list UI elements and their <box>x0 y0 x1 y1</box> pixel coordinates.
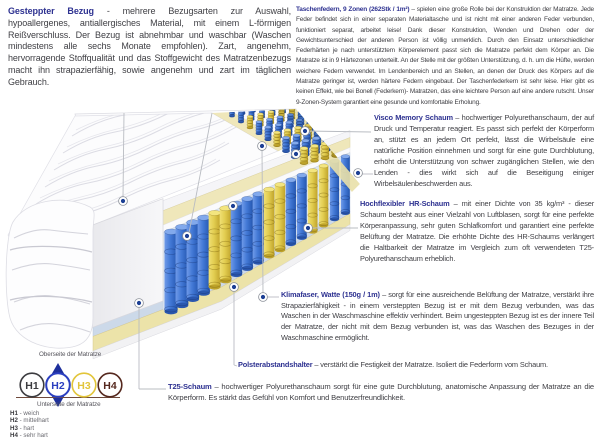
t25-foam-description <box>168 382 594 404</box>
springs-description <box>296 5 594 108</box>
visco-heading: Visco Memory Schaum <box>374 113 453 122</box>
hr-foam-description <box>360 199 594 264</box>
svg-text:H2: H2 <box>51 380 65 392</box>
cover-description <box>8 6 291 89</box>
svg-text:H1: H1 <box>25 380 39 392</box>
hr-foam-body: – mit einer Dichte von 35 kg/m³ - dieser Schaum besteht aus einer Vielzahl von Luftblasen, sorgt für eine perfekte Körperanpassung, sehr guten Schlafkomfort und garantiert eine perfekte Belüftung der Matratze. Die erhöhte Dichte des HR-Schaums verlängert die Haltbarkeit der Matratze im Vergleich zum oft verwendeten T25-Polyurethanschaum erheblich. <box>360 199 595 263</box>
visco-description <box>374 112 594 189</box>
cover-body: - mehrere Bezugsarten zur Auswahl, hypoallergenes, antiallergisches Material, mit einem L-förmigen Reißverschluss. Der Bezug ist abnehmbar und waschbar (Waschen mindestens alle sechs Monate empfohlen). Zart, angenehm, hervorragende Stoffqualität und das Stoffgewicht des Matratzenbezugs macht ihn strapazierfähig, sowie angenehm und zart im täglichen Gebrauch. <box>8 6 291 87</box>
spacer-description <box>238 360 596 371</box>
climate-fiber-body: – sorgt für eine ausreichende Belüftung der Matratze, verstärkt ihre Strapazierfähigkeit - in einem versteppten Bezug ist er mit dem Bezug verbunden, was das Waschen in der Waschmaschine effektiv verhindert. Beim ungesteppten Bezug ist es der innere Teil der Matratze, der nicht mit dem Bezug verbunden ist, was das Waschen des Bezuges in der Waschmaschine ermöglicht. <box>281 290 595 342</box>
climate-fiber-heading: Klimafaser, Watte (150g / 1m) <box>281 290 380 299</box>
hardness-list-item: H3 - hart <box>10 424 35 432</box>
t25-heading: T25-Schaum <box>168 382 212 391</box>
springs-heading: Taschenfedern, 9 Zonen (262Stk / 1m²) <box>296 6 410 13</box>
springs-body: – spielen eine große Rolle bei der Konstruktion der Matratze. Jede Feder befindet sich in einer separaten Materialtasche und ist nicht mit einer anderen Feder verbunden, funktioniert separat, arbeitet leise! Dank dieser Konstruktion, Wenden und Drehen oder der Gewichtsunterschied der anderen Person ist völlig unmerklich. Durch den Einsatz unterschiedlicher Federhärten je nach unterstütztem Körperelement passt sich die Matratze perfekt dem Körper an. Die Matratze ist in 9 Härtezonen unterteilt. An der Stelle mit der größten Unterstützung, d. h. um die Hüfte, werden weichere Federn verwendet. Im Lendenbereich und an Stellen, an denen der Druck des Körpers auf die Matratze geringer ist, werden härtere Federn eingebaut. Der Taschenfederkern ist sehr leise. Hier gibt es keinen Effekt, wie bei Bonell (Federkern)- Matratzen, das eine leichtere Person auf eine andere rutscht. Unser 9-Zonen-System garantiert eine gesunde und komfortable Erholung. <box>296 6 594 106</box>
mattress-top-label: Oberseite der Matratze <box>39 351 102 358</box>
visco-body: – hochwertiger Polyurethanschaum, der auf Druck und Temperatur reagiert. Es passt sich perfekt der Körperform an, stützt es an jedem Ort perfekt, lässt die Wirbelsäule eine natürliche Position einnehmen und sorgt für eine gute Durchblutung, erhöht die Unterstützung von schwer zugänglichen Stellen, wie den Lenden - dies wirkt sich auf die Beseitigung einiger Wirbelsäulenbeschwerden aus. <box>374 113 594 188</box>
spacer-body: – verstärkt die Festigkeit der Matratze. Isoliert die Federform vom Schaum. <box>314 360 548 369</box>
svg-text:H3: H3 <box>77 380 91 392</box>
hr-foam-heading: Hochflexibler HR-Schaum <box>360 199 450 208</box>
hardness-list-item: H2 - mittelhart <box>10 417 49 425</box>
svg-text:H4: H4 <box>103 380 117 392</box>
spacer-heading: Polsterabstandshalter <box>238 360 313 369</box>
mattress-bottom-label: Unterseite der Matratze <box>37 401 101 408</box>
hardness-badge-h4 <box>98 373 122 397</box>
hardness-badge-h2 <box>46 373 70 397</box>
climate-fiber-description <box>281 290 594 344</box>
hardness-list <box>10 410 49 439</box>
cover-heading: Gesteppter Bezug <box>8 6 94 16</box>
hardness-list-item: H4 - sehr hart <box>10 431 48 439</box>
hardness-list-item: H1 - weich <box>10 410 40 417</box>
hardness-badge-h1 <box>20 373 44 397</box>
quilted-cover-end <box>6 200 94 348</box>
hardness-badge-h3 <box>72 373 96 397</box>
t25-body: – hochwertiger Polyurethanschaum sorgt für eine gute Durchblutung, anatomische Anpassung der Matratze an die Körperform. Es stärkt das Gefühl von Komfort und Benutzerfreundlichkeit. <box>168 382 594 402</box>
